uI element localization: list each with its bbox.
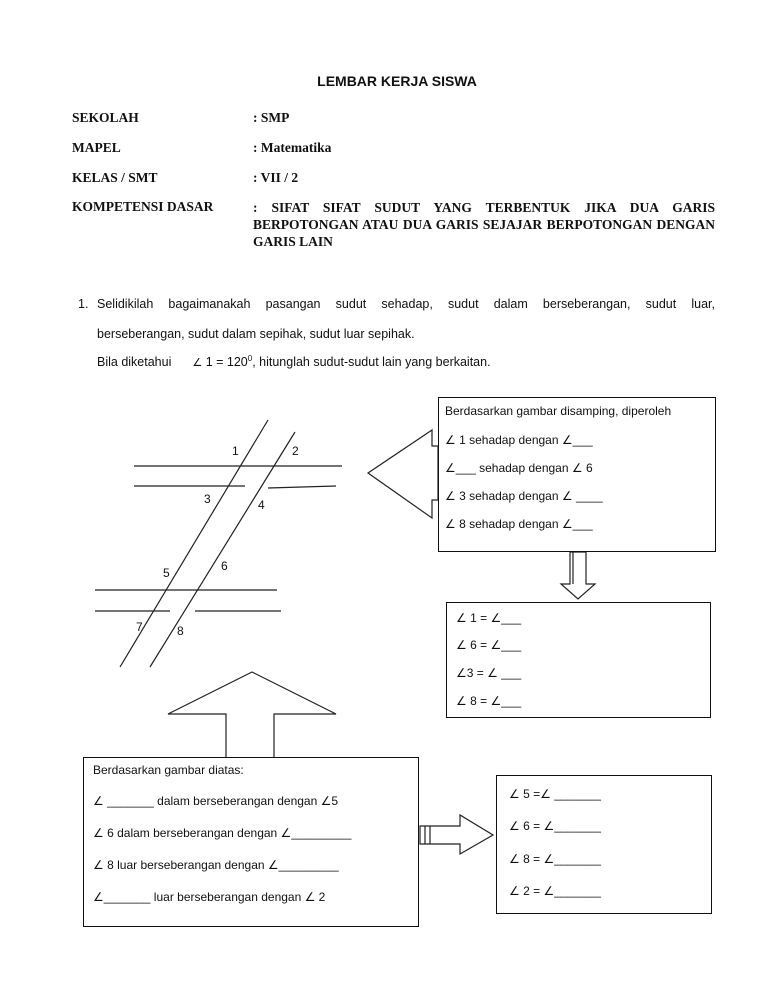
- angle-label-6: 6: [221, 559, 228, 573]
- box-berseberangan: [83, 757, 419, 927]
- question-number: 1.: [78, 297, 89, 311]
- box-equal2-line-1: ∠ 5 =∠ _______: [509, 787, 601, 801]
- box-equal-line-2: ∠ 6 = ∠___: [456, 638, 522, 652]
- angle-label-8: 8: [177, 624, 184, 638]
- box-equal-line-4: ∠ 8 = ∠___: [456, 694, 522, 708]
- box-equal2-line-2: ∠ 6 = ∠_______: [509, 819, 601, 833]
- arrow-right-icon: [420, 815, 493, 854]
- box-sehadap-line-2: ∠___ sehadap dengan ∠ 6: [445, 461, 593, 475]
- box-equal2-line-4: ∠ 2 = ∠_______: [509, 884, 601, 898]
- box-equal: [446, 602, 711, 718]
- angle-label-3: 3: [204, 492, 211, 506]
- meta-label-kelas: KELAS / SMT: [72, 170, 158, 185]
- given-value: 1 = 120: [205, 355, 248, 370]
- meta-label-kd: KOMPETENSI DASAR: [72, 199, 214, 214]
- given-suffix: , hitunglah sudut-sudut lain yang berkaitan.: [252, 355, 491, 370]
- arrow-down-icon: [561, 552, 595, 599]
- box-berseberangan-line-1: ∠ _______ dalam berseberangan dengan ∠5: [93, 794, 339, 808]
- box-equal2-line-3: ∠ 8 = ∠_______: [509, 852, 601, 866]
- box-berseberangan-line-3: ∠ 8 luar berseberangan dengan ∠_________: [93, 858, 339, 872]
- given-prefix: Bila diketahui: [97, 355, 172, 370]
- question-line-2: berseberangan, sudut dalam sepihak, sudut luar sepihak.: [97, 327, 415, 341]
- angle-label-7: 7: [136, 620, 143, 634]
- box-berseberangan-line-4: ∠_______ luar berseberangan dengan ∠ 2: [93, 890, 326, 904]
- angle-label-5: 5: [163, 566, 170, 580]
- meta-value-mapel: : Matematika: [253, 140, 332, 155]
- angle-label-1: 1: [232, 444, 239, 458]
- box-sehadap-line-1: ∠ 1 sehadap dengan ∠___: [445, 433, 593, 447]
- angle-label-4: 4: [258, 498, 265, 512]
- box-sehadap-heading: Berdasarkan gambar disamping, diperoleh: [445, 404, 672, 418]
- question-line-1: Selidikilah bagaimanakah pasangan sudut sehadap, sudut dalam berseberangan, sudut luar,: [97, 297, 715, 311]
- angle-icon: ∠: [192, 356, 203, 370]
- meta-value-sekolah: : SMP: [253, 110, 290, 125]
- box-sehadap-line-3: ∠ 3 sehadap dengan ∠ ____: [445, 489, 603, 503]
- box-equal-2: [496, 775, 712, 914]
- angle-label-2: 2: [292, 444, 299, 458]
- meta-value-kd: : SIFAT SIFAT SUDUT YANG TERBENTUK JIKA DUA GARIS BERPOTONGAN ATAU DUA GARIS SEJAJAR BERPOTONGAN DENGAN GARIS LAIN: [253, 200, 715, 249]
- box-sehadap-line-4: ∠ 8 sehadap dengan ∠___: [445, 517, 593, 531]
- meta-label-mapel: MAPEL: [72, 140, 121, 155]
- page-title: LEMBAR KERJA SISWA: [317, 73, 477, 89]
- given-degree: 0: [247, 354, 253, 363]
- box-equal-line-1: ∠ 1 = ∠___: [456, 611, 522, 625]
- box-berseberangan-line-2: ∠ 6 dalam berseberangan dengan ∠_________: [93, 826, 352, 840]
- arrow-up-icon: [168, 672, 336, 758]
- box-berseberangan-heading: Berdasarkan gambar diatas:: [93, 763, 244, 777]
- meta-value-kelas: : VII / 2: [253, 170, 299, 185]
- arrow-left-icon: [368, 430, 438, 518]
- parallel-line-top-2b: [268, 486, 336, 488]
- meta-label-sekolah: SEKOLAH: [72, 110, 139, 125]
- transversal-line-right: [150, 432, 295, 667]
- box-sehadap: [438, 397, 716, 552]
- box-equal-line-3: ∠3 = ∠ ___: [456, 666, 522, 680]
